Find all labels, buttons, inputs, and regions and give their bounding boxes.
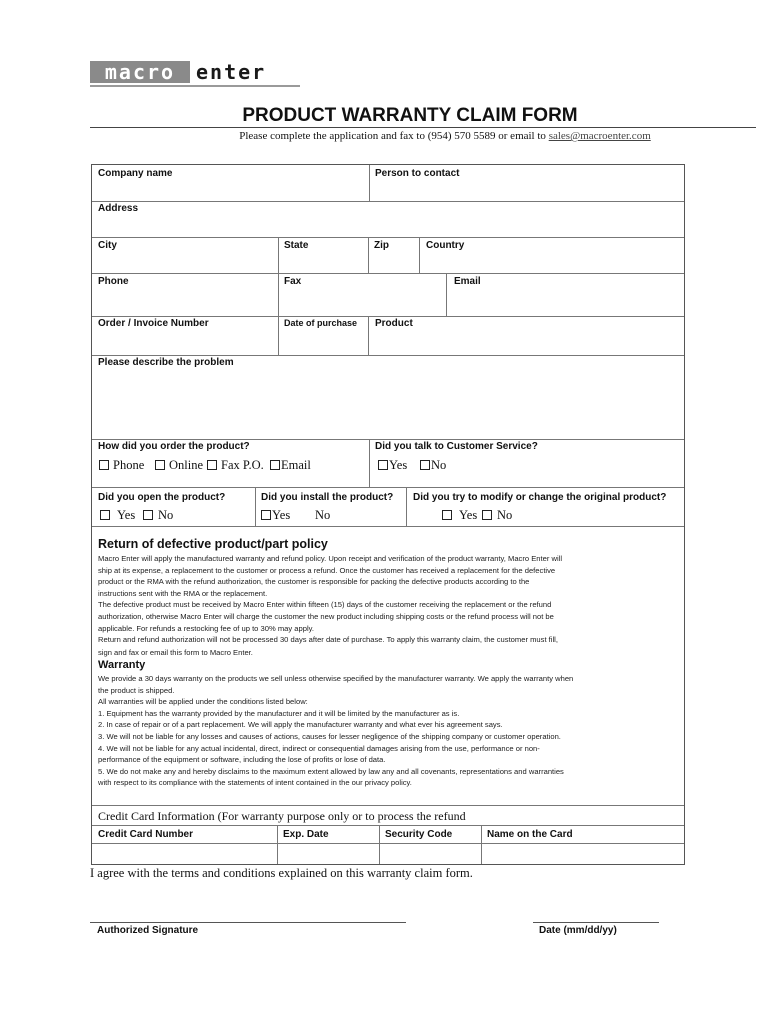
option-label: Online xyxy=(169,458,204,472)
phone-label: Phone xyxy=(98,276,129,287)
modify-yes-option[interactable] xyxy=(442,508,477,523)
subtitle-text: Please complete the application and fax to (954) 570 5589 or email to xyxy=(239,130,549,142)
checkbox[interactable] xyxy=(143,510,153,520)
checkbox[interactable] xyxy=(482,510,492,520)
country-label: Country xyxy=(426,240,465,251)
divider xyxy=(92,201,684,202)
policy-line: Return and refund authorization will not be processed 30 days after date of purchase. To apply this warranty claim, the customer must fill, xyxy=(98,635,558,645)
option-label: Phone xyxy=(113,458,145,472)
warranty-line: performance of the equipment or software, including the lose of profits or lose of data. xyxy=(98,755,386,765)
open-no-option[interactable] xyxy=(143,508,173,523)
divider xyxy=(278,316,279,355)
checkbox[interactable] xyxy=(442,510,452,520)
order-option-fax[interactable] xyxy=(207,458,264,473)
divider xyxy=(92,355,684,356)
warranty-line: with respect to its compliance with the statements of intent contained in the our privacy policy. xyxy=(98,778,412,788)
install-yes-option[interactable] xyxy=(261,508,290,523)
policy-line: The defective product must be received by Macro Enter within fifteen (15) days of the customer receiving the replacement or the refund xyxy=(98,600,552,610)
policy-line: sign and fax or email this form to Macro Enter. xyxy=(98,647,253,657)
talk-cs-label: Did you talk to Customer Service? xyxy=(375,441,538,452)
cc-number-label: Credit Card Number xyxy=(98,829,194,840)
option-label: Email xyxy=(281,458,311,472)
option-label: Yes xyxy=(389,458,408,472)
checkbox[interactable] xyxy=(155,460,165,470)
signature-label: Authorized Signature xyxy=(97,925,199,936)
option-label: Fax P.O. xyxy=(221,458,264,472)
agreement-text: I agree with the terms and conditions explained on this warranty claim form. xyxy=(90,866,473,880)
checkbox[interactable] xyxy=(100,510,110,520)
how-order-label: How did you order the product? xyxy=(98,441,250,452)
checkbox[interactable] xyxy=(99,460,109,470)
logo-underline xyxy=(90,85,300,87)
date-of-purchase-label: Date of purchase xyxy=(284,318,358,328)
policy-line: instructions sent with the RMA or the replacement. xyxy=(98,588,268,598)
city-label: City xyxy=(98,240,117,251)
option-label: No xyxy=(431,458,447,472)
divider xyxy=(92,439,684,440)
date-label: Date (mm/dd/yy) xyxy=(539,925,617,936)
divider xyxy=(369,439,370,487)
divider xyxy=(419,237,420,273)
title-divider xyxy=(90,127,756,128)
zip-label: Zip xyxy=(374,240,389,251)
checkbox[interactable] xyxy=(270,460,280,470)
order-option-online[interactable] xyxy=(155,458,203,473)
warranty-text xyxy=(98,673,682,789)
option-label: No xyxy=(497,508,513,522)
divider xyxy=(368,316,369,355)
divider xyxy=(92,487,684,488)
email-label: Email xyxy=(454,276,481,287)
policy-line: authorization, otherwise Macro Enter will charge the customer the new product including shipping costs or the refund process will not be xyxy=(98,611,554,621)
divider xyxy=(379,825,380,864)
state-label: State xyxy=(284,240,309,251)
option-label: Yes xyxy=(459,508,478,522)
cc-name-label: Name on the Card xyxy=(487,829,573,840)
cs-yes-option[interactable] xyxy=(378,458,407,473)
divider xyxy=(277,825,278,864)
divider xyxy=(278,237,279,316)
checkbox[interactable] xyxy=(378,460,388,470)
logo-part-enter: enter xyxy=(196,60,267,84)
modify-product-label: Did you try to modify or change the original product? xyxy=(413,492,667,503)
install-product-label: Did you install the product? xyxy=(261,492,394,503)
warranty-line: 5. We do not make any and hereby disclaims to the maximum extent allowed by law any and all covenants, representations and warranties xyxy=(98,766,564,776)
person-to-contact-label: Person to contact xyxy=(375,168,460,179)
warranty-line: We provide a 30 days warranty on the products we sell unless otherwise specified by the manufacturer warranty. We apply the warranty when xyxy=(98,674,574,683)
warranty-line: 4. We will not be liable for any actual incidental, direct, indirect or consequential damages arising from the use, performance or non- xyxy=(98,743,540,753)
credit-card-info: Credit Card Information (For warranty purpose only or to process the refund xyxy=(98,809,466,823)
address-label: Address xyxy=(98,203,139,214)
email-link[interactable]: sales@macroenter.com xyxy=(548,130,651,142)
warranty-line: 1. Equipment has the warranty provided by the manufacturer and it will be limited by the manufacturer as is. xyxy=(98,708,460,718)
policy-line: product or the RMA with the refund authorization, the customer is responsible for packing the defective products according to the xyxy=(98,577,530,587)
policy-line: ship at its expense, a replacement to the customer or process a refund. Once the customer has received a replacement for the defective xyxy=(98,565,556,575)
option-label: Yes xyxy=(272,508,291,522)
order-option-phone[interactable] xyxy=(99,458,144,473)
option-label: Yes xyxy=(117,508,136,522)
divider xyxy=(368,237,369,273)
warranty-line: 2. In case of repair or of a part replacement. We will apply the manufacturer warranty and what ever his agreement says. xyxy=(98,720,503,730)
checkbox[interactable] xyxy=(420,460,430,470)
cc-security-label: Security Code xyxy=(385,829,453,840)
return-policy-title: Return of defective product/part policy xyxy=(98,537,328,551)
policy-line: applicable. For refunds a restocking fee of up to 30% may apply. xyxy=(98,623,314,633)
warranty-line: All warranties will be applied under the conditions listed below: xyxy=(98,697,308,707)
warranty-line: the product is shipped. xyxy=(98,685,175,695)
divider xyxy=(92,273,684,274)
divider xyxy=(369,165,370,201)
policy-line: Macro Enter will apply the manufactured warranty and refund policy. Upon receipt and verification of the product warranty, Macro Enter will xyxy=(98,554,563,563)
macro-enter-logo xyxy=(90,57,300,89)
warranty-line: 3. We will not be liable for any losses and causes of actions, causes for lesser negligence of the shipping company or customer operation. xyxy=(98,731,561,741)
open-yes-option[interactable] xyxy=(100,508,135,523)
describe-problem-label: Please describe the problem xyxy=(98,357,234,368)
warranty-title: Warranty xyxy=(98,659,146,671)
product-label: Product xyxy=(375,318,413,329)
divider xyxy=(481,825,482,864)
open-product-label: Did you open the product? xyxy=(98,492,226,503)
signature-line[interactable] xyxy=(90,922,406,923)
divider xyxy=(92,843,684,844)
checkbox[interactable] xyxy=(261,510,271,520)
modify-no-option[interactable] xyxy=(482,508,512,523)
divider xyxy=(446,273,447,316)
order-invoice-label: Order / Invoice Number xyxy=(98,318,209,329)
divider xyxy=(92,805,684,806)
company-name-label: Company name xyxy=(98,168,173,179)
divider xyxy=(92,526,684,527)
divider xyxy=(92,825,684,826)
order-option-email[interactable] xyxy=(270,458,311,473)
fax-label: Fax xyxy=(284,276,302,287)
cc-exp-label: Exp. Date xyxy=(283,829,329,840)
install-no-label[interactable]: No xyxy=(315,508,331,522)
claim-form xyxy=(91,164,685,865)
divider xyxy=(406,487,407,526)
divider xyxy=(255,487,256,526)
cs-no-option[interactable] xyxy=(420,458,446,473)
logo-part-macro: macro xyxy=(90,61,190,83)
page-title: PRODUCT WARRANTY CLAIM FORM xyxy=(242,105,578,126)
return-policy-text xyxy=(98,553,682,658)
option-label: No xyxy=(158,508,174,522)
checkbox[interactable] xyxy=(207,460,217,470)
page-subtitle xyxy=(0,130,770,142)
divider xyxy=(92,237,684,238)
date-line[interactable] xyxy=(533,922,659,923)
divider xyxy=(92,316,684,317)
